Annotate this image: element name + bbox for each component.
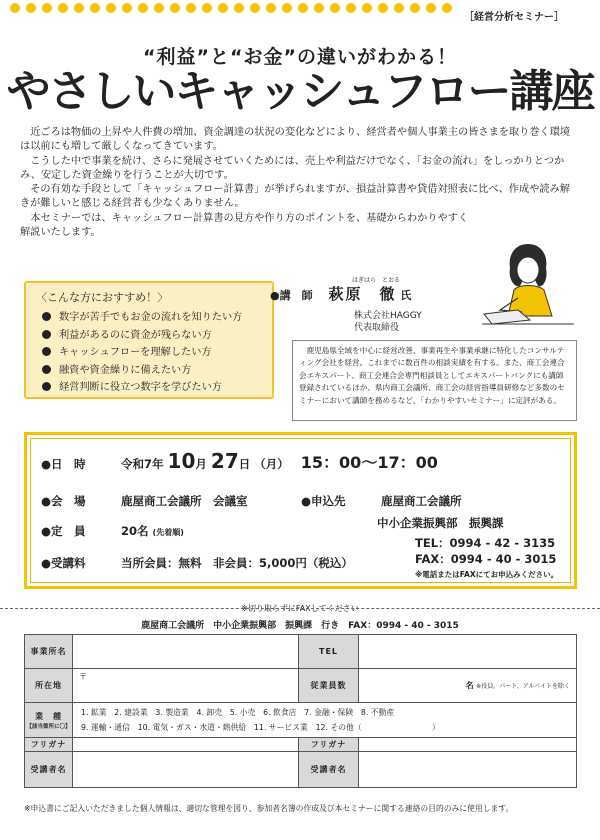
capacity-label: ●定 員 <box>41 524 86 538</box>
recommend-box <box>24 281 274 399</box>
tel-field[interactable] <box>359 635 577 669</box>
fee-value: 当所会員：無料 非会員：5,000円（税込） <box>121 556 353 570</box>
venue-value: 鹿屋商工会議所 会議室 <box>121 494 248 508</box>
employees-label: 従業員数 <box>299 669 359 703</box>
application-form <box>24 634 577 788</box>
bullet-icon <box>42 312 51 321</box>
date-time: 15：00～17：00 <box>300 453 438 472</box>
industry-note: 【該当箇所に〇】 <box>26 723 71 730</box>
date-day: 27 <box>210 449 239 473</box>
company-name-field[interactable] <box>73 635 299 669</box>
furigana-label-2: フリガナ <box>299 738 359 752</box>
bullet-icon <box>42 330 51 339</box>
employees-note: ※役員、パート、アルバイトを除く <box>476 683 570 690</box>
privacy-note: ※申込書にご記入いただきました個人情報は、適切な管理を図り、参加者名簿の作成及び本セミナーに関する連絡の目的のみに使用します。 <box>24 804 514 813</box>
bullet-icon <box>42 347 51 356</box>
industry-row: 9. 運輸・通信 10. 電気・ガス・水道・熱供給 11. サービス業 12. その他（ ） <box>81 723 440 732</box>
postal-mark: 〒 <box>79 672 87 681</box>
date-day-unit: 日 <box>238 457 251 471</box>
intro-text <box>20 126 580 240</box>
furigana-field[interactable] <box>73 738 299 752</box>
recommend-title: 〈こんな方におすすめ！〉 <box>36 291 169 304</box>
capacity-row <box>41 523 184 539</box>
lecturer-role: 代表取締役 <box>354 323 400 333</box>
fax-hint: ※切り取らずにFAXしてください <box>241 604 359 613</box>
venue-row <box>41 493 248 509</box>
employees-unit: 名 <box>465 681 474 690</box>
fax-destination: 鹿屋商工会議所 中小企業振興部 振興課 行き FAX：0994 - 40 - 3015 <box>141 621 459 631</box>
tel-label: TEL <box>299 635 359 669</box>
lecturer-illustration-icon <box>478 238 578 330</box>
address-field[interactable] <box>73 669 299 703</box>
seminar-tag: ［経営分析セミナー］ <box>464 12 564 23</box>
apply-label: ●申込先 <box>301 494 346 508</box>
apply-note: ※電話またはFAXにてお申込みください。 <box>415 570 559 579</box>
industry-row: 1. 鉱業 2. 建設業 3. 製造業 4. 卸売 5. 小売 6. 飲食店 7. 金融・保険 8. 不動産 <box>81 708 395 717</box>
fee-row <box>41 555 353 571</box>
date-era: 令和7年 <box>121 457 164 471</box>
list-item: 経営判断に役立つ数字を学びたい方 <box>36 379 262 397</box>
date-label: ●日 時 <box>41 457 86 471</box>
date-month: 10 <box>167 449 196 473</box>
furigana-field-2[interactable] <box>359 738 577 752</box>
list-item: 利益があるのに資金が残らない方 <box>36 327 262 345</box>
apply-dept: 中小企業振興部 振興課 <box>377 516 504 530</box>
lecturer-ruby-surname: はぎはら <box>352 277 377 284</box>
apply-fax: FAX：0994 - 40 - 3015 <box>415 552 557 566</box>
industry-options[interactable] <box>73 703 577 738</box>
bullet-icon <box>42 382 51 391</box>
list-item: 数字が苦手でもお金の流れを知りたい方 <box>36 309 262 327</box>
lecturer-bio: 鹿児島県全域を中心に経営改善、事業再生や事業承継に特化したコンサルティング会社を経営。これまでに数百件の相談実績を有する。また、商工会連合会エキスパート、商工会連合会専門相談員としてエキスパートバンクにも講師登録されているほか、県内商工会議所、商工会の経営指導員研修など多数のセミナーにおいて講師を務めるなど、「わかりやすいセミナー」に定評がある。 <box>292 340 577 421</box>
list-item: 融資や資金繰りに備えたい方 <box>36 362 262 380</box>
seminar-details-box <box>24 432 577 589</box>
attendee-label-2: 受講者名 <box>299 752 359 788</box>
subtitle: “利益”と“お金”の違いがわかる！ <box>143 46 457 68</box>
lecturer-name: 萩原 徹 <box>328 285 397 303</box>
list-item: キャッシュフローを理解したい方 <box>36 344 262 362</box>
attendee-field-2[interactable] <box>359 752 577 788</box>
lecturer-suffix: 氏 <box>400 289 412 302</box>
intro-paragraph: こうした中で事業を続け、さらに発展させていくためには、売上や利益だけでなく、「お金の流れ」をしっかりとつかみ、安定した資金繰りを行うことが大切です。 <box>20 155 565 181</box>
lecturer-company: 株式会社HAGGY <box>354 311 422 321</box>
date-weekday: （月） <box>254 457 289 471</box>
cut-line <box>0 608 600 609</box>
lecturer-ruby-given: とおる <box>382 277 401 284</box>
attendee-field[interactable] <box>73 752 299 788</box>
apply-row <box>301 493 462 509</box>
apply-tel: TEL：0994 - 42 - 3135 <box>415 536 556 550</box>
lecturer-label: ●講 師 <box>270 289 313 302</box>
attendee-label: 受講者名 <box>25 752 73 788</box>
lecturer-info <box>270 277 500 334</box>
employees-field[interactable] <box>359 669 577 703</box>
date-month-unit: 月 <box>195 457 207 471</box>
apply-org: 鹿屋商工会議所 <box>381 494 462 508</box>
capacity-value: 20名 <box>121 524 149 538</box>
page-title: やさしいキャッシュフロー講座 <box>6 66 594 117</box>
fee-label: ●受講料 <box>41 556 86 570</box>
furigana-label: フリガナ <box>25 738 73 752</box>
venue-label: ●会 場 <box>41 494 86 508</box>
industry-label: 業 種 【該当箇所に〇】 <box>25 703 73 738</box>
intro-paragraph: その有効な手段として「キャッシュフロー計算書」が挙げられますが、損益計算書や貸借対照表に比べ、作成や読み解きが難しいと感じる経営者も少なくありません。 <box>20 184 570 210</box>
recommend-list <box>36 309 262 397</box>
company-name-label: 事業所名 <box>25 635 73 669</box>
bullet-icon <box>42 365 51 374</box>
address-label: 所在地 <box>25 669 73 703</box>
capacity-note: (先着順) <box>152 528 184 537</box>
intro-paragraph: 本セミナーでは、キャッシュフロー計算書の見方や作り方のポイントを、基礎からわかりやすく解説いたします。 <box>20 212 469 239</box>
intro-paragraph: 近ごろは物価の上昇や人件費の増加、資金調達の状況の変化などにより、経営者や個人事業主の皆さまを取り巻く環境は以前にも増して厳しくなってきています。 <box>20 127 571 153</box>
date-row <box>41 449 438 473</box>
